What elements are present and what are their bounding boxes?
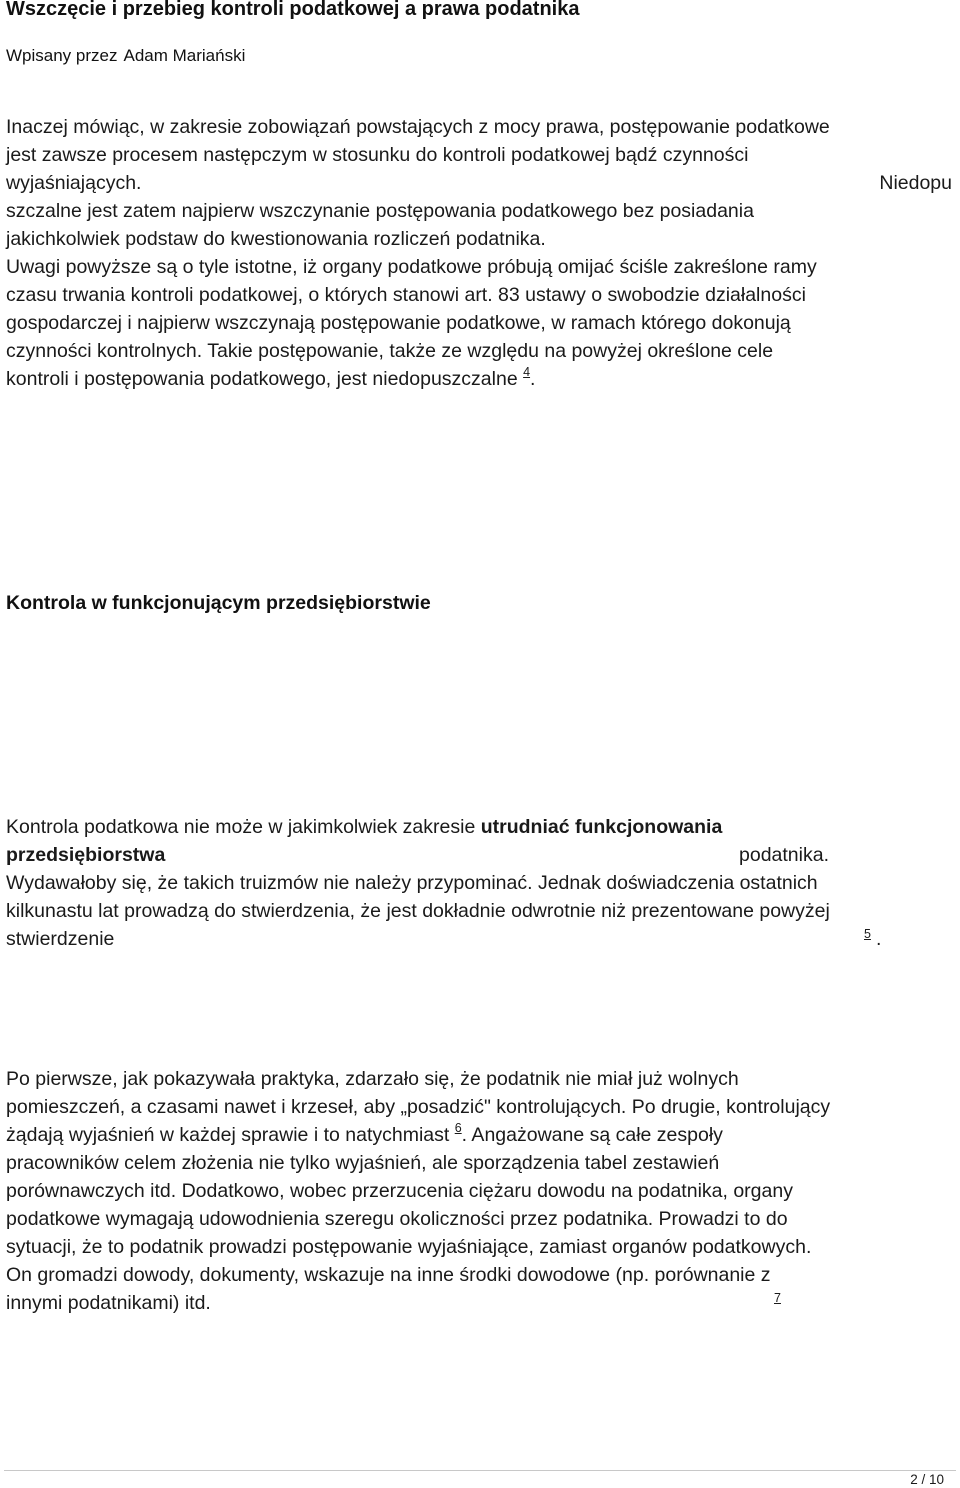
- paragraph-line: czasu trwania kontroli podatkowej, o których stanowi art. 83 ustawy o swobodzie działalności: [6, 284, 806, 306]
- page-number: 2 / 10: [910, 1472, 944, 1487]
- paragraph-line: Po pierwsze, jak pokazywała praktyka, zdarzało się, że podatnik nie miał już wolnych: [6, 1068, 739, 1090]
- paragraph-line-fragment: Niedopu: [879, 172, 952, 194]
- paragraph-line: innymi podatnikami) itd.: [6, 1292, 211, 1314]
- paragraph-line: kilkunastu lat prowadzą do stwierdzenia, że jest dokładnie odwrotnie niż prezentowane powyżej: [6, 900, 830, 922]
- footer-divider: [4, 1470, 956, 1471]
- paragraph-line: Inaczej mówiąc, w zakresie zobowiązań powstających z mocy prawa, postępowanie podatkowe: [6, 116, 830, 138]
- line-text: Kontrola podatkowa nie może w jakimkolwiek zakresie: [6, 816, 481, 838]
- section-heading: Kontrola w funkcjonującym przedsiębiorstwie: [6, 592, 431, 614]
- footnote-link[interactable]: 5: [864, 927, 871, 941]
- paragraph-line: [6, 843, 165, 867]
- paragraph-line: [6, 367, 535, 391]
- emphasis-text: przedsiębiorstwa: [6, 844, 166, 866]
- footnote-link[interactable]: 4: [523, 365, 531, 379]
- emphasis-text: utrudniać funkcjonowania: [480, 816, 723, 838]
- paragraph-line: stwierdzenie: [6, 928, 115, 950]
- paragraph-line: podatkowe wymagają udowodnienia szeregu okoliczności przez podatnika. Prowadzi to do: [6, 1208, 788, 1230]
- line-text: żądają wyjaśnień w każdej sprawie i to natychmiast: [6, 1124, 455, 1146]
- paragraph-line: Wydawałoby się, że takich truizmów nie należy przypominać. Jednak doświadczenia ostatnich: [6, 872, 818, 894]
- document-title: Wszczęcie i przebieg kontroli podatkowej a prawa podatnika: [6, 0, 580, 20]
- paragraph-line: porównawczych itd. Dodatkowo, wobec przerzucenia ciężaru dowodu na podatnika, organy: [6, 1180, 793, 1202]
- line-end: .: [876, 928, 882, 950]
- byline: [6, 45, 245, 67]
- paragraph-line: pomieszczeń, a czasami nawet i krzeseł, aby „posadzić" kontrolujących. Po drugie, kontrolujący: [6, 1096, 831, 1118]
- paragraph-line: sytuacji, że to podatnik prowadzi postępowanie wyjaśniające, zamiast organów podatkowych.: [6, 1236, 812, 1258]
- paragraph-line: pracowników celem złożenia nie tylko wyjaśnień, ale sporządzenia tabel zestawień: [6, 1152, 720, 1174]
- footnote-link[interactable]: 6: [454, 1121, 462, 1135]
- byline-label: Wpisany przez: [6, 46, 118, 65]
- line-text: kontroli i postępowania podatkowego, jest niedopuszczalne: [6, 368, 518, 390]
- paragraph-line: czynności kontrolnych. Takie postępowanie, także ze względu na powyżej określone cele: [6, 340, 774, 362]
- paragraph-line: gospodarczej i najpierw wszczynają postępowanie podatkowe, w ramach którego dokonują: [6, 312, 791, 334]
- author-name: Adam Mariański: [123, 46, 246, 65]
- paragraph-line: jest zawsze procesem następczym w stosunku do kontroli podatkowej bądź czynności: [6, 144, 749, 166]
- line-text: . Angażowane są całe zespoły: [461, 1124, 723, 1146]
- paragraph-line-fragment: podatnika.: [739, 844, 829, 866]
- paragraph-line: szczalne jest zatem najpierw wszczynanie postępowania podatkowego bez posiadania: [6, 200, 754, 222]
- paragraph-line: jakichkolwiek podstaw do kwestionowania rozliczeń podatnika.: [6, 228, 546, 250]
- paragraph-line: On gromadzi dowody, dokumenty, wskazuje na inne środki dowodowe (np. porównanie z: [6, 1264, 771, 1286]
- paragraph-line: Uwagi powyższe są o tyle istotne, iż organy podatkowe próbują omijać ściśle zakreślone ramy: [6, 256, 817, 278]
- line-end: .: [530, 368, 536, 390]
- paragraph-line: [6, 1123, 723, 1147]
- paragraph-line: [6, 815, 722, 839]
- paragraph-line: wyjaśniających.: [6, 172, 142, 194]
- footnote-link[interactable]: 7: [774, 1291, 781, 1305]
